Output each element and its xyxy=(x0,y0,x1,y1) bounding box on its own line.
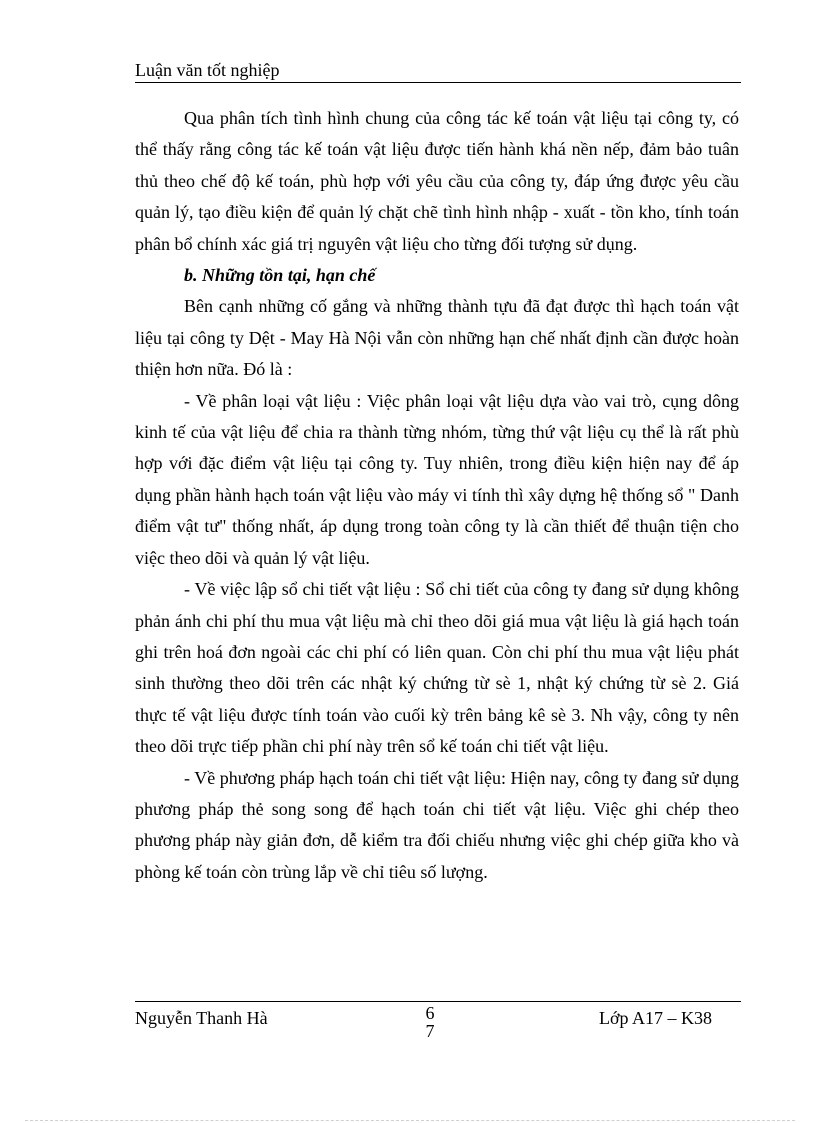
footer-divider xyxy=(135,1001,741,1002)
page-number-line-2: 7 xyxy=(425,1021,435,1041)
paragraph-detail-ledger: - Về việc lập sổ chi tiết vật liệu : Sổ chi tiết của công ty đang sử dụng không phản ánh chi phí thu mua vật liệu mà chỉ theo dõi giá mua vật liệu là giá hạch toán ghi trên hoá đơn ngoài các chi phí có liên quan. Còn chi phí thu mua vật liệu phát sinh thường theo dõi trên các nhật ký chứng từ sè 1, nhật ký chứng từ sè 2. Giá thực tế vật liệu được tính toán vào cuối kỳ trên bảng kê sè 3. Nh vậy, công ty nên theo dõi trực tiếp phần chi phí này trên sổ kế toán chi tiết vật liệu. xyxy=(135,579,739,757)
section-heading: b. Những tồn tại, hạn chế xyxy=(184,265,376,286)
document-body xyxy=(135,103,739,888)
paragraph-summary: Qua phân tích tình hình chung của công tác kế toán vật liệu tại công ty, có thể thấy rằng công tác kế toán vật liệu được tiến hành khá nền nếp, đảm bảo tuân thủ theo chế độ kế toán, phù hợp với yêu cầu của công ty, đáp ứng được yêu cầu quản lý, tạo điều kiện để quản lý chặt chẽ tình hình nhập - xuất - tồn kho, tính toán phân bổ chính xác giá trị nguyên vật liệu cho từng đối tượng sử dụng. xyxy=(135,108,739,254)
footer-class-label: Lớp A17 – K38 xyxy=(599,1008,713,1028)
paragraph-classification: - Về phân loại vật liệu : Việc phân loại vật liệu dựa vào vai trò, cụng dông kinh tế của vật liệu để chia ra thành từng nhóm, từng thứ vật liệu cụ thể là rất phù hợp với đặc điểm vật liệu tại công ty. Tuy nhiên, trong điều kiện hiện nay để áp dụng phần hành hạch toán vật liệu vào máy vi tính thì xây dựng hệ thống sổ " Danh điểm vật tư" thống nhất, áp dụng trong toàn công ty là cần thiết để thuận tiện cho việc theo dõi và quản lý vật liệu. xyxy=(135,390,739,568)
page-number xyxy=(415,1004,445,1040)
paragraph-intro: Bên cạnh những cố gắng và những thành tựu đã đạt được thì hạch toán vật liệu tại công ty Dệt - May Hà Nội vẫn còn những hạn chế nhất định cần được hoàn thiện hơn nữa. Đó là : xyxy=(135,296,739,380)
page-number-line-1: 6 xyxy=(425,1003,435,1023)
page-bottom-edge xyxy=(25,1120,795,1121)
page-header-title: Luận văn tốt nghiệp xyxy=(135,60,280,80)
paragraph-accounting-method: - Về phương pháp hạch toán chi tiết vật liệu: Hiện nay, công ty đang sử dụng phương pháp thẻ song song để hạch toán chi tiết vật liệu. Việc ghi chép theo phương pháp này giản đơn, dễ kiểm tra đối chiếu nhưng việc ghi chép giữa kho và phòng kế toán còn trùng lắp về chỉ tiêu số lượng. xyxy=(135,767,739,882)
footer-author: Nguyễn Thanh Hà xyxy=(135,1008,268,1028)
header-divider xyxy=(135,82,741,83)
